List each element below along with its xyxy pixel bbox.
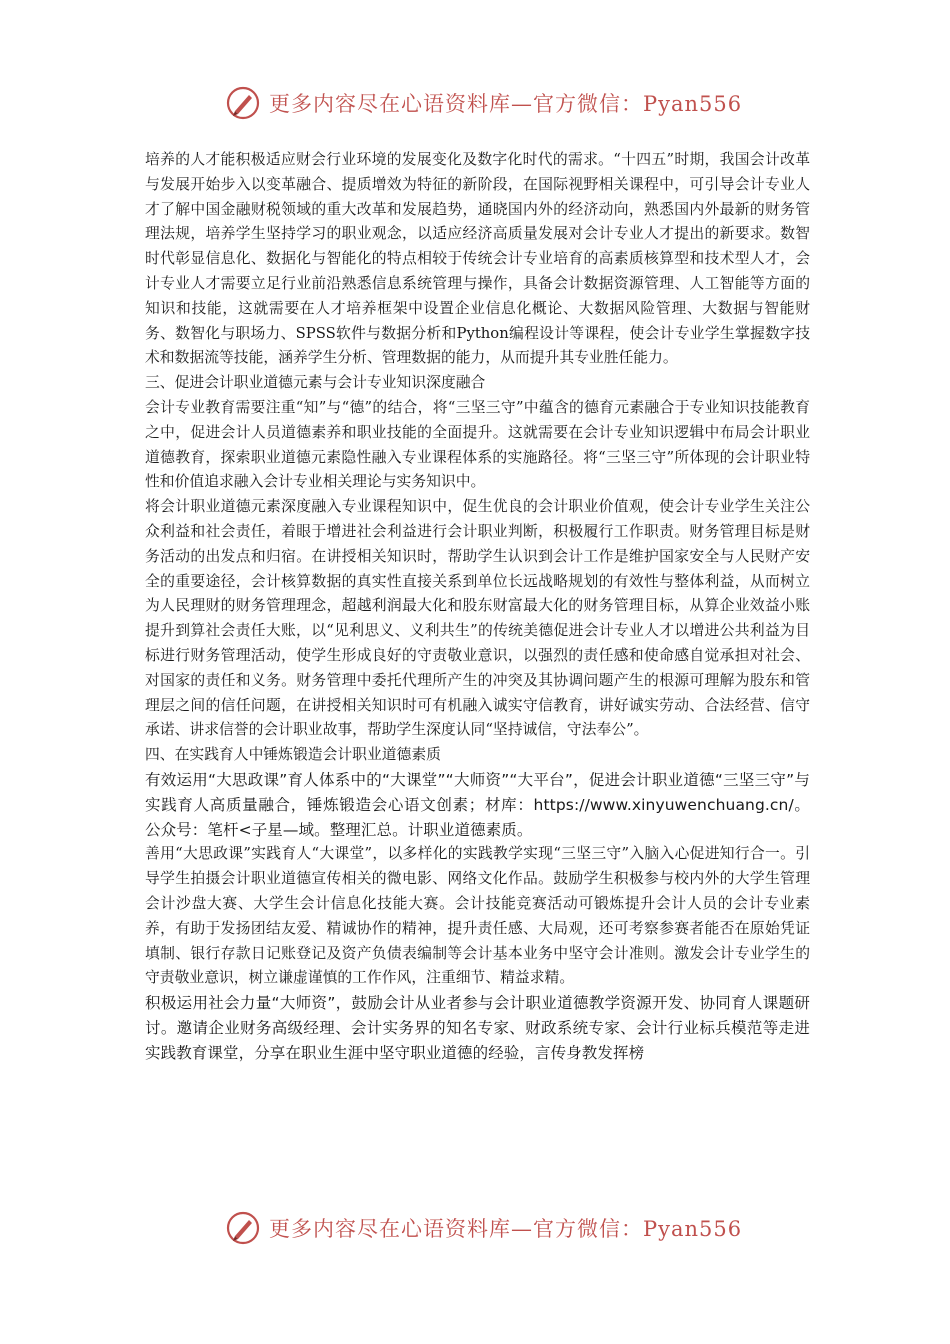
paragraph-big-faculty: 积极运用社会力量“大师资”，鼓励会计从业者参与会计职业道德教学资源开发、协同育人课题研讨。邀请企业财务高级经理、会计实务界的知名专家、财政系统专家、会计行业标兵模范等走进实践教育课堂，分享在职业生涯中坚守职业道德的经验，言传身教发挥榜 [145, 994, 810, 1062]
section-heading-3: 三、促进会计职业道德元素与会计专业知识深度融合 [145, 374, 486, 392]
pen-logo-icon [225, 85, 261, 121]
section-heading-4: 四、在实践育人中锤炼锻造会计职业道德素质 [145, 746, 441, 764]
document-body [145, 148, 810, 1065]
paragraph-big-classroom: 善用“大思政课”实践育人“大课堂”，以多样化的实践教学实现“三坚三守”入脑入心促进知行合一。引导学生拍摄会计职业道德宣传相关的微电影、网络文化作品。鼓励学生积极参与校内外的大学生管理会计沙盘大赛、大学生会计信息化技能大赛。会计技能竞赛活动可锻炼提升会计人员的会计专业素养，有助于发扬团结友爱、精诚协作的精神，提升责任感、大局观，还可考察参赛者能否在原始凭证填制、银行存款日记账登记及资产负债表编制等会计基本业务中坚守会计准则。激发会计专业学生的守责敬业意识，树立谦虚谨慎的工作作风，注重细节、精益求精。 [145, 845, 810, 987]
header-banner [225, 83, 742, 123]
paragraph-ethics-integration: 将会计职业道德元素深度融入专业课程知识中，促生优良的会计职业价值观，使会计专业学生关注公众利益和社会责任，着眼于增进社会利益进行会计职业判断，积极履行工作职责。财务管理目标是财务活动的出发点和归宿。在讲授相关知识时，帮助学生认识到会计工作是维护国家安全与人民财产安全的重要途径，会计核算数据的真实性直接关系到单位长远战略规划的有效性与整体利益，从而树立为人民理财的财务管理理念，超越利润最大化和股东财富最大化的财务管理目标，从算企业效益小账提升到算社会责任大账，以“见利思义、义利共生”的传统美德促进会计专业人才以增进公共利益为目标进行财务管理活动，使学生形成良好的守责敬业意识，以强烈的责任感和使命感自觉承担对社会、对国家的责任和义务。财务管理中委托代理所产生的冲突及其协调问题产生的根源可理解为股东和管理层之间的信任问题，在讲授相关知识时可有机融入诚实守信教育，讲好诚实劳动、合法经营、信守承诺、讲求信誉的会计职业故事，帮助学生深度认同“坚持诚信，守法奉公”。 [145, 498, 810, 739]
paragraph-practice-education: 有效运用“大思政课”育人体系中的“大课堂”“大师资”“大平台”，促进会计职业道德“三坚三守”与实践育人高质量融合，锤炼锻造会心语文创素；材库：https://www.xinyuwenchuang.cn/。公众号：笔杆<子星—域。整理汇总。计职业道德素质。 [145, 770, 810, 839]
paragraph-talent-cultivation: 培养的人才能积极适应财会行业环境的发展变化及数字化时代的需求。“十四五”时期，我国会计改革与发展开始步入以变革融合、提质增效为特征的新阶段，在国际视野相关课程中，可引导会计专业人才了解中国金融财税领域的重大改革和发展趋势，通晓国内外的经济动向，熟悉国内外最新的财务管理法规，培养学生坚持学习的职业观念，以适应经济高质量发展对会计专业人才提出的新要求。数智时代彰显信息化、数据化与智能化的特点相较于传统会计专业培育的高素质核算型和技术型人才，会计专业人才需要立足行业前沿熟悉信息系统管理与操作，具备会计数据资源管理、人工智能等方面的知识和技能，这就需要在人才培养框架中设置企业信息化概论、大数据风险管理、大数据与智能财务、数智化与职场力、SPSS软件与数据分析和Python编程设计等课程，使会计专业学生掌握数字技术和数据流等技能，涵养学生分析、管理数据的能力，从而提升其专业胜任能力。 [145, 151, 810, 367]
footer-banner-text: 更多内容尽在心语资料库—官方微信：Pyan556 [269, 1217, 743, 1241]
pen-logo-icon [225, 1210, 261, 1246]
footer-banner [225, 1208, 742, 1248]
paragraph-knowledge-virtue: 会计专业教育需要注重“知”与“德”的结合，将“三坚三守”中蕴含的德育元素融合于专业知识技能教育之中，促进会计人员道德素养和职业技能的全面提升。这就需要在会计专业知识逻辑中布局会计职业道德教育，探索职业道德元素隐性融入专业课程体系的实施路径。将“三坚三守”所体现的会计职业特性和价值追求融入会计专业相关理论与实务知识中。 [145, 398, 810, 491]
header-banner-text: 更多内容尽在心语资料库—官方微信：Pyan556 [269, 92, 743, 116]
